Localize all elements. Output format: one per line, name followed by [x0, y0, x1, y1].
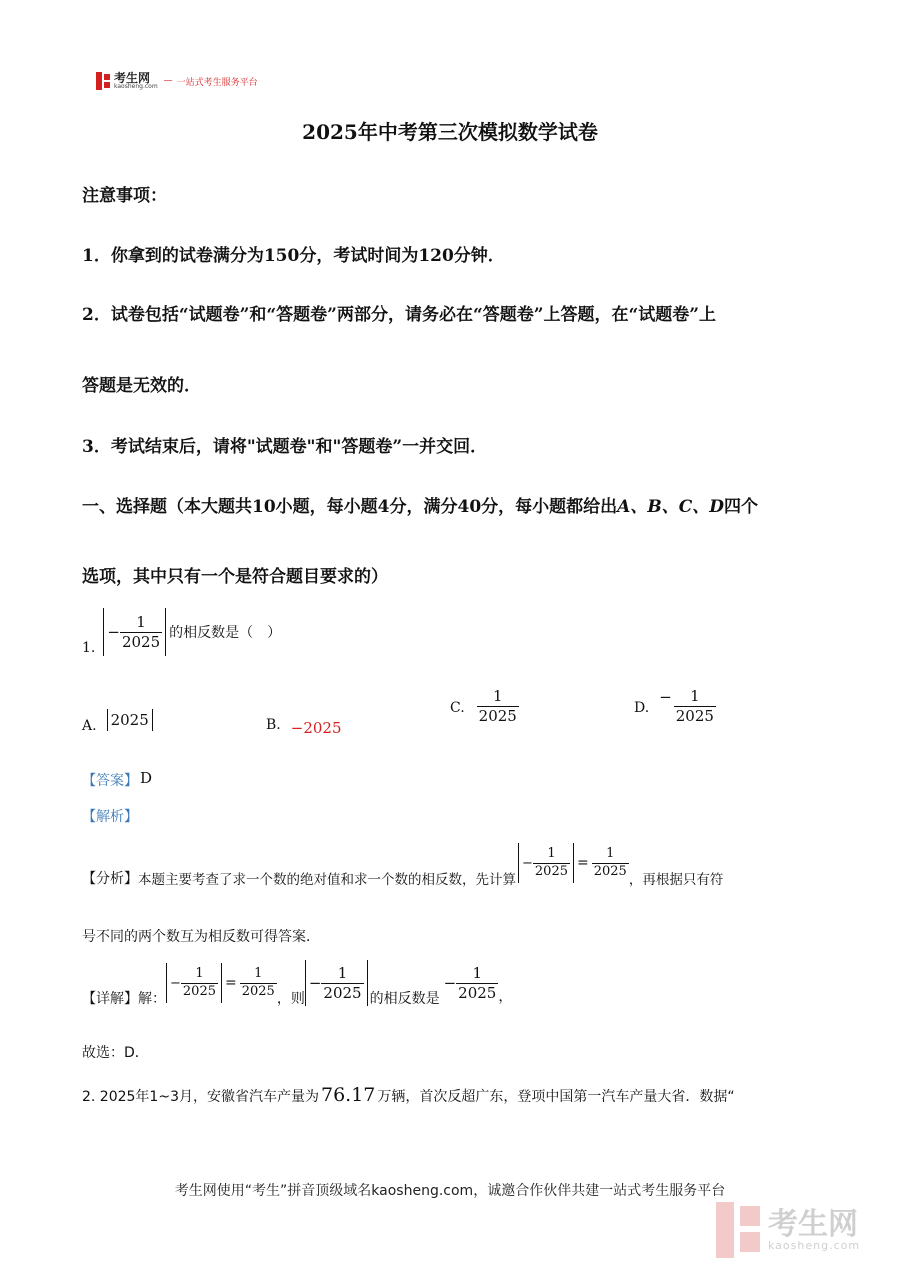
q1-option-d-minus: − [659, 688, 672, 706]
detail-num-3: 1 [472, 964, 483, 982]
logo-name: 考生网 [114, 71, 151, 85]
q1-option-d-label: D. [634, 700, 650, 716]
q1-option-c-label: C. [450, 700, 465, 716]
detail-fraction-3 [456, 965, 498, 1001]
detail-tag: 【详解】 [82, 991, 138, 1007]
q1-minus: − [107, 623, 120, 641]
q1-option-d-den: 2025 [675, 706, 714, 725]
logo-divider: — [163, 76, 173, 86]
q1-stem [82, 608, 281, 656]
watermark [716, 1202, 860, 1258]
q1-frac-num: 1 [136, 613, 146, 631]
notice-item-1: 1．你拿到的试卷满分为150分，考试时间为120分钟． [82, 246, 505, 266]
detail-then: ，则 [276, 991, 305, 1007]
detail-abs-expression-2 [305, 960, 368, 1006]
page-title: 2025年中考第三次模拟数学试卷 [302, 120, 598, 144]
section1-line1 [82, 492, 758, 517]
q1-option-b-label: B. [266, 717, 281, 733]
fenxi-text: 本题主要考查了求一个数的绝对值和求一个数的相反数，先计算 [138, 872, 516, 888]
q2-text-a: 2. 2025年1~3月，安徽省汽车产量为 [82, 1089, 319, 1105]
detail-fraction-2 [321, 965, 363, 1001]
analysis-tag: 【解析】 [82, 809, 138, 825]
fenxi-equals: = [577, 855, 589, 871]
fenxi-den: 2025 [534, 863, 568, 879]
q1-option-a-value: 2025 [107, 709, 153, 731]
q1-stem-suffix: 的相反数是（ ） [169, 625, 282, 641]
detail-minus-2: − [308, 974, 322, 992]
section1-text-a: 一、选择题（本大题共10小题，每小题4分，满分40分，每小题都给出 [82, 497, 618, 517]
q1-choose: 故选：D． [82, 1045, 149, 1061]
header-logo[interactable] [96, 72, 258, 90]
detail-minus-3: − [443, 974, 457, 992]
detail-prefix: 解： [138, 991, 166, 1007]
q1-option-a[interactable] [82, 706, 153, 734]
q1-number: 1. [82, 640, 96, 656]
q1-option-c-fraction [477, 688, 519, 724]
notice-item-2-line2: 答题是无效的． [82, 376, 201, 396]
q2-text-b: 万辆，首次反超广东，登项中国第一汽车产量大省．数据“ [377, 1089, 735, 1105]
detail-den-2: 2025 [323, 983, 362, 1002]
fenxi-tag: 【分析】 [82, 871, 138, 887]
q1-option-d-num: 1 [690, 687, 700, 705]
detail-result-den: 2025 [241, 983, 275, 999]
detail-result-num: 1 [254, 966, 263, 982]
section1-text-c: 四个 [724, 497, 758, 517]
detail-end: ， [498, 989, 513, 1005]
q1-option-c[interactable] [450, 688, 519, 724]
watermark-domain: kaosheng.com [768, 1238, 861, 1252]
detail-den-3: 2025 [458, 983, 497, 1002]
q1-option-b[interactable] [266, 713, 342, 737]
detail-abs-expression-1 [166, 963, 222, 1003]
q1-option-c-den: 2025 [478, 706, 517, 725]
answer-tag: 【答案】 [82, 773, 138, 789]
detail-mid: 的相反数是 [369, 991, 440, 1007]
q1-option-a-label: A. [82, 718, 97, 734]
q2-stem [82, 1084, 735, 1106]
fenxi-result-den: 2025 [593, 863, 627, 879]
logo-icon [96, 72, 110, 90]
detail-num: 1 [195, 966, 204, 982]
q1-option-d[interactable] [634, 688, 716, 724]
detail-minus: − [170, 975, 181, 991]
q1-fenxi-line1 [82, 838, 723, 888]
q1-abs-expression [103, 608, 166, 656]
answer-value: D [140, 769, 153, 787]
detail-equals: = [225, 975, 237, 991]
q1-fenxi-line2: 号不同的两个数互为相反数可得答案． [82, 929, 320, 945]
q2-value: 76.17 [320, 1084, 376, 1106]
notice-heading: 注意事项： [82, 186, 167, 206]
q1-fraction [120, 614, 162, 650]
fenxi-fraction [533, 847, 570, 879]
q1-option-b-value: −2025 [290, 719, 342, 737]
detail-num-2: 1 [337, 964, 348, 982]
footer-text: 考生网使用“考生”拼音顶级域名kaosheng.com，诚邀合作伙伴共建一站式考生服务平台 [174, 1183, 726, 1199]
fenxi-result-fraction [592, 847, 629, 879]
fenxi-abs-expression [518, 843, 574, 883]
header-slogan: 一站式考生服务平台 [176, 77, 258, 88]
fenxi-result-num: 1 [606, 846, 615, 862]
q1-answer [82, 770, 152, 790]
q1-frac-den: 2025 [121, 632, 161, 651]
notice-item-3: 3．考试结束后，请将"试题卷"和"答题卷”一并交回． [82, 437, 488, 457]
q1-option-c-num: 1 [492, 687, 503, 705]
section1-options-letters: A、B、C、D [617, 497, 724, 517]
watermark-name: 考生网 [768, 1206, 858, 1242]
notice-item-2-line1: 2．试卷包括“试题卷”和“答题卷”两部分，请务必在“答题卷”上答题，在“试题卷”上 [82, 305, 717, 325]
detail-result-fraction [240, 967, 277, 999]
detail-fraction [181, 967, 218, 999]
fenxi-tail: ，再根据只有符 [628, 872, 724, 888]
watermark-logo-icon [716, 1202, 762, 1258]
q1-option-d-fraction [674, 688, 716, 724]
fenxi-minus: − [522, 855, 533, 871]
section1-line2: 选项，其中只有一个是符合题目要求的） [82, 567, 388, 587]
q1-detail [82, 958, 512, 1008]
fenxi-num: 1 [547, 846, 556, 862]
logo-domain: kaosheng.com [114, 83, 158, 90]
detail-den: 2025 [182, 983, 216, 999]
